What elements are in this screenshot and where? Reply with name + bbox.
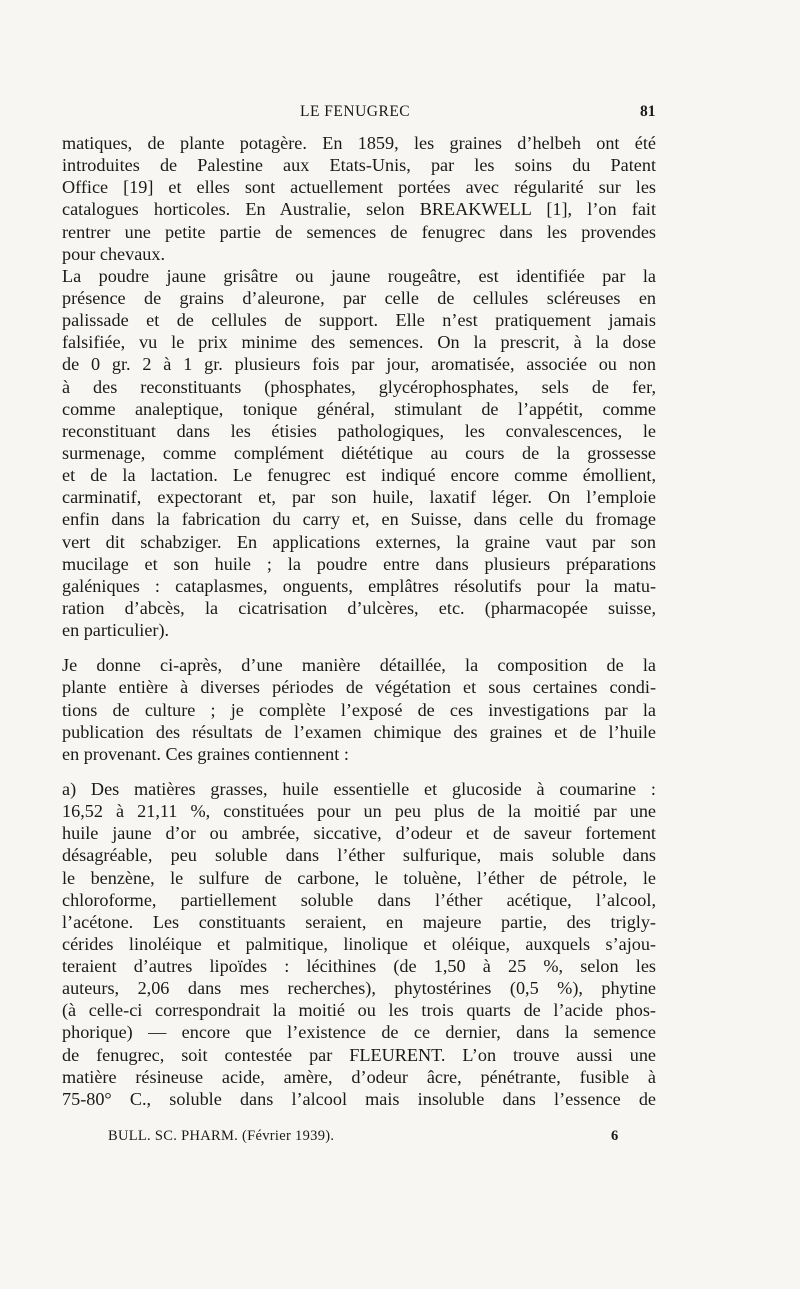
text-line: rentrer une petite partie de semences de fenugrec dans les provendes xyxy=(62,221,656,242)
text-line: reconstituant dans les étisies pathologiques, les convalescences, le xyxy=(62,420,656,441)
text-line: auteurs, 2,06 dans mes recherches), phytostérines (0,5 %), phytine xyxy=(62,978,656,999)
text-line: surmenage, comme complément diététique au cours de la grossesse xyxy=(62,442,656,463)
running-header xyxy=(0,103,800,123)
text-line: catalogues horticoles. En Australie, selon BREAKWELL [1], l’on fait xyxy=(62,199,656,220)
text-line: palissade et de cellules de support. Elle n’est pratiquement jamais xyxy=(62,310,656,331)
text-line: publication des résultats de l’examen chimique des graines et de l’huile xyxy=(62,721,656,742)
text-line: 75-80° C., soluble dans l’alcool mais insoluble dans l’essence de xyxy=(62,1088,656,1109)
text-line: mucilage et son huile ; la poudre entre dans plusieurs préparations xyxy=(62,553,656,574)
text-line: l’acétone. Les constituants seraient, en majeure partie, des trigly- xyxy=(62,911,656,932)
text-line: a) Des matières grasses, huile essentielle et glucoside à coumarine : xyxy=(62,778,656,799)
text-line: phorique) — encore que l’existence de ce dernier, dans la semence xyxy=(62,1022,656,1043)
paragraph-1 xyxy=(62,132,656,265)
text-line: chloroforme, partiellement soluble dans l’éther acétique, l’alcool, xyxy=(62,889,656,910)
text-line: ration d’abcès, la cicatrisation d’ulcères, etc. (pharmacopée suisse, xyxy=(62,597,656,618)
signature-mark: 6 xyxy=(611,1128,619,1144)
text-line: matiques, de plante potagère. En 1859, les graines d’helbeh ont été xyxy=(62,133,656,153)
text-line: 16,52 à 21,11 %, constituées pour un peu plus de la moitié par une xyxy=(62,801,656,822)
text-line: introduites de Palestine aux Etats-Unis, par les soins du Patent xyxy=(62,155,656,176)
paragraph-spacer xyxy=(62,641,656,654)
text-line: en provenant. Ces graines contiennent : xyxy=(62,743,349,764)
text-line: de 0 gr. 2 à 1 gr. plusieurs fois par jour, aromatisée, associée ou non xyxy=(62,354,656,375)
paragraph-2 xyxy=(62,265,656,641)
text-line: pour chevaux. xyxy=(62,243,166,264)
text-line: désagréable, peu soluble dans l’éther sulfurique, mais soluble dans xyxy=(62,845,656,866)
text-line: huile jaune d’or ou ambrée, siccative, d’odeur et de saveur fortement xyxy=(62,823,656,844)
text-line: à des reconstituants (phosphates, glycérophosphates, sels de fer, xyxy=(62,376,656,397)
text-line: comme analeptique, tonique général, stimulant de l’appétit, comme xyxy=(62,398,656,419)
body-text xyxy=(62,132,656,1110)
text-line: et de la lactation. Le fenugrec est indiqué encore comme émollient, xyxy=(62,465,656,486)
journal-citation: BULL. SC. PHARM. (Février 1939). xyxy=(108,1128,335,1144)
text-line: matière résineuse acide, amère, d’odeur âcre, pénétrante, fusible à xyxy=(62,1066,656,1087)
text-line: falsifiée, vu le prix minime des semences. On la prescrit, à la dose xyxy=(62,332,656,353)
text-line: teraient d’autres lipoïdes : lécithines (de 1,50 à 25 %, selon les xyxy=(62,956,656,977)
text-line: (à celle-ci correspondrait la moitié ou les trois quarts de l’acide phos- xyxy=(62,1000,656,1021)
text-line: plante entière à diverses périodes de végétation et sous certaines condi- xyxy=(62,677,656,698)
text-line: de fenugrec, soit contestée par FLEURENT. L’on trouve aussi une xyxy=(62,1044,656,1065)
page-footer xyxy=(0,1128,800,1148)
text-line: présence de grains d’aleurone, par celle de cellules scléreuses en xyxy=(62,287,656,308)
page-number: 81 xyxy=(640,103,656,120)
text-line: enfin dans la fabrication du carry et, en Suisse, dans celle du fromage xyxy=(62,509,656,530)
text-line: en particulier). xyxy=(62,620,170,641)
text-line: vert dit schabziger. En applications externes, la graine vaut par son xyxy=(62,531,656,552)
text-line: tions de culture ; je complète l’exposé de ces investigations par la xyxy=(62,699,656,720)
running-title: LE FENUGREC xyxy=(300,103,411,120)
text-line: carminatif, expectorant et, par son huile, laxatif léger. On l’emploie xyxy=(62,487,656,508)
paragraph-4 xyxy=(62,778,656,1110)
text-line: Office [19] et elles sont actuellement portées avec régularité sur les xyxy=(62,177,656,198)
paragraph-3 xyxy=(62,654,656,765)
paragraph-spacer xyxy=(62,765,656,778)
text-line: La poudre jaune grisâtre ou jaune rougeâtre, est identifiée par la xyxy=(62,265,656,286)
text-line: le benzène, le sulfure de carbone, le toluène, l’éther de pétrole, le xyxy=(62,867,656,888)
text-line: cérides linoléique et palmitique, linolique et oléique, auxquels s’ajou- xyxy=(62,933,656,954)
text-line: Je donne ci-après, d’une manière détaillée, la composition de la xyxy=(62,655,656,676)
text-line: galéniques : cataplasmes, onguents, emplâtres résolutifs pour la matu- xyxy=(62,575,656,596)
